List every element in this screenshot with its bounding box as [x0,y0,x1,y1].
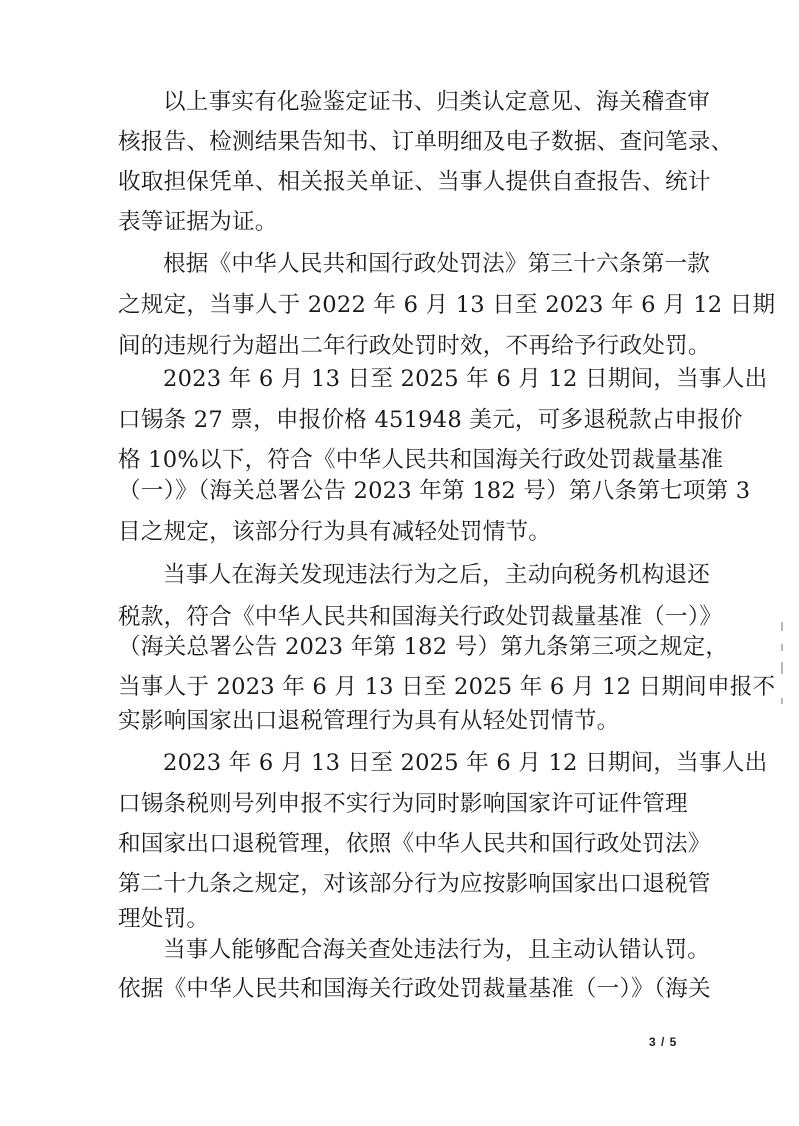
text-line: 根据《中华人民共和国行政处罚法》第三十六条第一款 [163,251,711,277]
text-line: 税款，符合《中华人民共和国海关行政处罚裁量基准（一）》 [118,604,723,630]
text-line: 实影响国家出口退税管理行为具有从轻处罚情节。 [118,708,620,734]
text-line: 核报告、检测结果告知书、订单明细及电子数据、查问笔录、 [118,129,734,155]
text-line: 当事人能够配合海关查处违法行为，且主动认错认罚。 [163,937,711,963]
text-line: 当事人在海关发现违法行为之后，主动向税务机构退还 [163,562,711,588]
scan-artifact [778,622,788,712]
text-line: 间的违规行为超出二年行政处罚时效，不再给予行政处罚。 [118,333,711,359]
text-line: 表等证据为证。 [118,209,278,235]
text-line: 2023 年 6 月 13 日至 2025 年 6 月 12 日期间，当事人出 [163,366,768,392]
text-line: 收取担保凭单、相关报关单证、当事人提供自查报告、统计 [118,169,711,195]
text-line: 2023 年 6 月 13 日至 2025 年 6 月 12 日期间，当事人出 [163,750,768,776]
page-number: 3 / 5 [649,1035,678,1049]
text-line: 口锡条 27 票，申报价格 451948 美元，可多退税款占申报价 [118,407,743,433]
text-line: 第二十九条之规定，对该部分行为应按影响国家出口退税管 [118,871,711,897]
text-line: 格 10%以下，符合《中华人民共和国海关行政处罚裁量基准 [118,447,724,473]
text-line: 当事人于 2023 年 6 月 13 日至 2025 年 6 月 12 日期间申报不 [118,674,776,700]
text-line: 和国家出口退税管理，依照《中华人民共和国行政处罚法》 [118,831,711,857]
text-line: （海关总署公告 2023 年第 182 号）第九条第三项之规定， [118,634,729,660]
text-line: （一）》（海关总署公告 2023 年第 182 号）第八条第七项第 3 [118,478,751,504]
text-line: 目之规定，该部分行为具有减轻处罚情节。 [118,519,552,545]
text-line: 依据《中华人民共和国海关行政处罚裁量基准（一）》（海关 [118,976,711,1002]
text-line: 理处罚。 [118,906,210,932]
text-line: 口锡条税则号列申报不实行为同时影响国家许可证件管理 [118,791,688,817]
text-line: 以上事实有化验鉴定证书、归类认定意见、海关稽查审 [163,89,711,115]
text-line: 之规定，当事人于 2022 年 6 月 13 日至 2023 年 6 月 12 日期 [118,292,776,318]
